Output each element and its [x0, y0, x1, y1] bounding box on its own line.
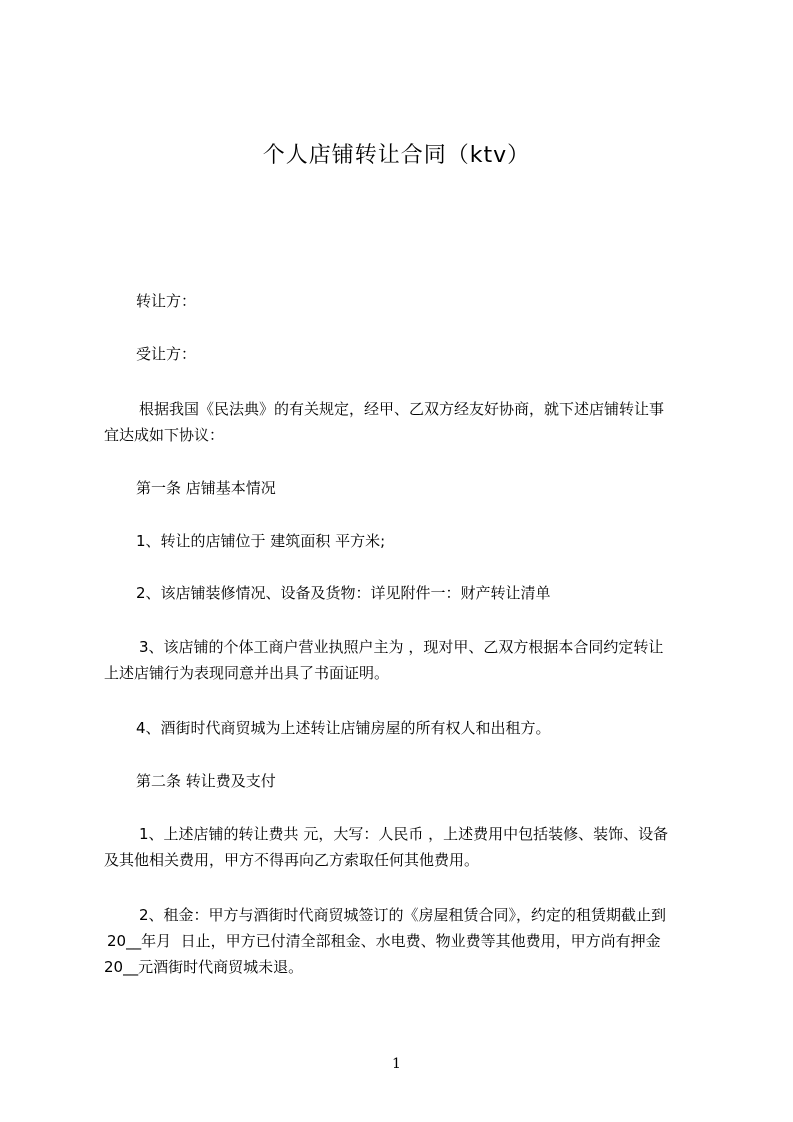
paragraph-line: 第一条 店铺基本情况	[136, 479, 276, 497]
paragraph-line: 1、上述店铺的转让费共 元，大写：人民币 ，上述费用中包括装修、装饰、设备	[139, 825, 669, 843]
paragraph-line: 第二条 转让费及支付	[136, 772, 276, 790]
document-title: 个人店铺转让合同（ktv）	[262, 143, 531, 168]
paragraph-line: 根据我国《民法典》的有关规定，经甲、乙双方经友好协商，就下述店铺转让事	[139, 400, 665, 418]
clause-1-2	[104, 580, 704, 606]
paragraph-line: 4、酒街时代商贸城为上述转让店铺房屋的所有权人和出租方。	[136, 719, 551, 737]
paragraph-preamble	[104, 396, 704, 448]
paragraph-line: 20__元酒街时代商贸城未退。	[104, 958, 304, 976]
heading-article-1	[104, 475, 704, 501]
paragraph-line: 2、该店铺装修情况、设备及货物：详见附件一：财产转让清单	[136, 584, 551, 602]
page-number: 1	[392, 1056, 401, 1072]
paragraph-line: 及其他相关费用，甲方不得再向乙方索取任何其他费用。	[104, 851, 480, 869]
paragraph-line: 受让方：	[136, 345, 197, 363]
paragraph-line: 宜达成如下协议：	[104, 426, 225, 444]
paragraph-line: 上述店铺行为表现同意并出具了书面证明。	[104, 664, 390, 682]
clause-1-3	[104, 634, 704, 686]
paragraph-line: 转让方：	[136, 292, 197, 310]
clause-1-1	[104, 528, 704, 554]
paragraph-line: 1、转让的店铺位于 建筑面积 平方米;	[136, 532, 386, 550]
clause-1-4	[104, 715, 704, 741]
clause-2-1	[104, 821, 704, 873]
paragraph-transferor	[104, 288, 704, 314]
heading-article-2	[104, 768, 704, 794]
paragraph-transferee	[104, 341, 704, 367]
paragraph-line: 20__年月 日止，甲方已付清全部租金、水电费、物业费等其他费用，甲方尚有押金	[107, 932, 661, 950]
clause-2-2	[104, 902, 704, 980]
paragraph-line: 3、该店铺的个体工商户营业执照户主为 ，现对甲、乙双方根据本合同约定转让	[139, 638, 664, 656]
paragraph-line: 2、租金：甲方与酒街时代商贸城签订的《房屋租赁合同》，约定的租赁期截止到	[139, 906, 667, 924]
